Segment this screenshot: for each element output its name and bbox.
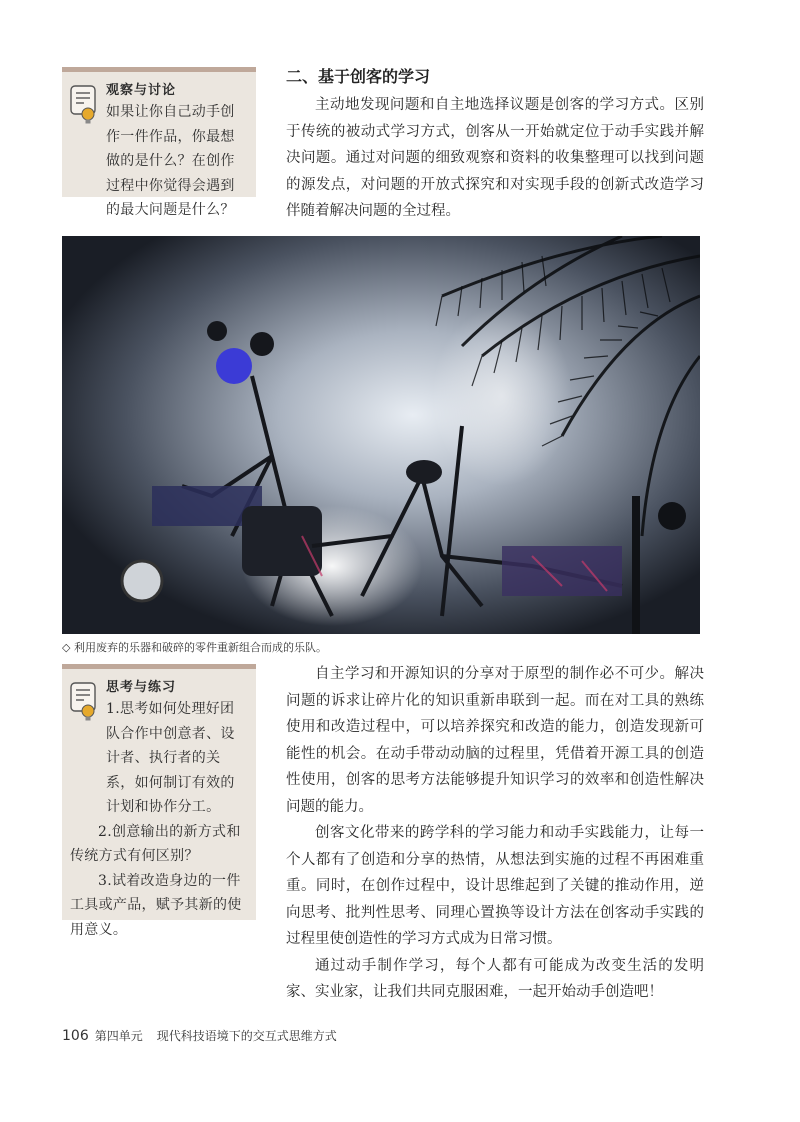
practice-item-1: 1.思考如何处理好团队合作中创意者、设计者、执行者的关系，如何制订有效的计划和协作分工。	[106, 701, 235, 815]
unit-label: 第四单元	[94, 1029, 143, 1043]
observe-box-text: 如果让你自己动手创作一件作品，你最想做的是什么？在创作过程中你觉得会遇到的最大问题是什么？	[106, 104, 235, 218]
photo-illustration	[62, 236, 700, 634]
section-title: 二、基于创客的学习	[286, 67, 431, 86]
practice-item-2: 2.创意输出的新方式和传统方式有何区别？	[70, 823, 241, 864]
page-number: 106	[62, 1028, 89, 1044]
paragraph-4: 通过动手制作学习，每个人都有可能成为改变生活的发明家、实业家，让我们共同克服困难，一起开始动手创造吧！	[286, 957, 704, 1000]
practice-item-3: 3.试着改造身边的一件工具或产品，赋予其新的使用意义。	[70, 872, 242, 938]
junk-band-photo	[62, 236, 700, 634]
body-text-block	[286, 661, 704, 1006]
observe-box-title: 观察与讨论	[106, 82, 177, 98]
practice-box-title: 思考与练习	[106, 679, 177, 695]
paragraph-1-block	[286, 92, 704, 225]
lightbulb-note-icon	[70, 84, 98, 126]
paragraph-3: 创客文化带来的跨学科的学习能力和动手实践能力，让每一个人都有了创造和分享的热情，从想法到实施的过程不再困难重重。同时，在创作过程中，设计思维起到了关键的推动作用，逆向思考、批判性思考、同理心置换等设计方法在创客动手实践的过程里使创造性的学习方式成为日常习惯。	[286, 825, 704, 947]
think-practice-box	[62, 664, 256, 938]
page-footer	[62, 1027, 337, 1044]
unit-title: 现代科技语境下的交互式思维方式	[156, 1029, 337, 1043]
paragraph-1: 主动地发现问题和自主地选择议题是创客的学习方式。区别于传统的被动式学习方式，创客从一开始就定位于动手实践并解决问题。通过对问题的细致观察和资料的收集整理可以找到问题的源发点，对问题的开放式探究和对实现手段的创新式改造学习伴随着解决问题的全过程。	[286, 97, 704, 219]
photo-caption: ◇ 利用废弃的乐器和破碎的零件重新组合而成的乐队。	[62, 641, 327, 654]
paragraph-2: 自主学习和开源知识的分享对于原型的制作必不可少。解决问题的诉求让碎片化的知识重新串联到一起。而在对工具的熟练使用和改造过程中，可以培养探究和改造的能力，创造发现新可能性的机会。在动手带动动脑的过程里，凭借着开源工具的创造性使用，创客的思考方法能够提升知识学习的效率和创造性解决问题的能力。	[286, 666, 704, 815]
lightbulb-note-icon	[70, 681, 98, 723]
observe-discuss-box	[62, 67, 256, 218]
